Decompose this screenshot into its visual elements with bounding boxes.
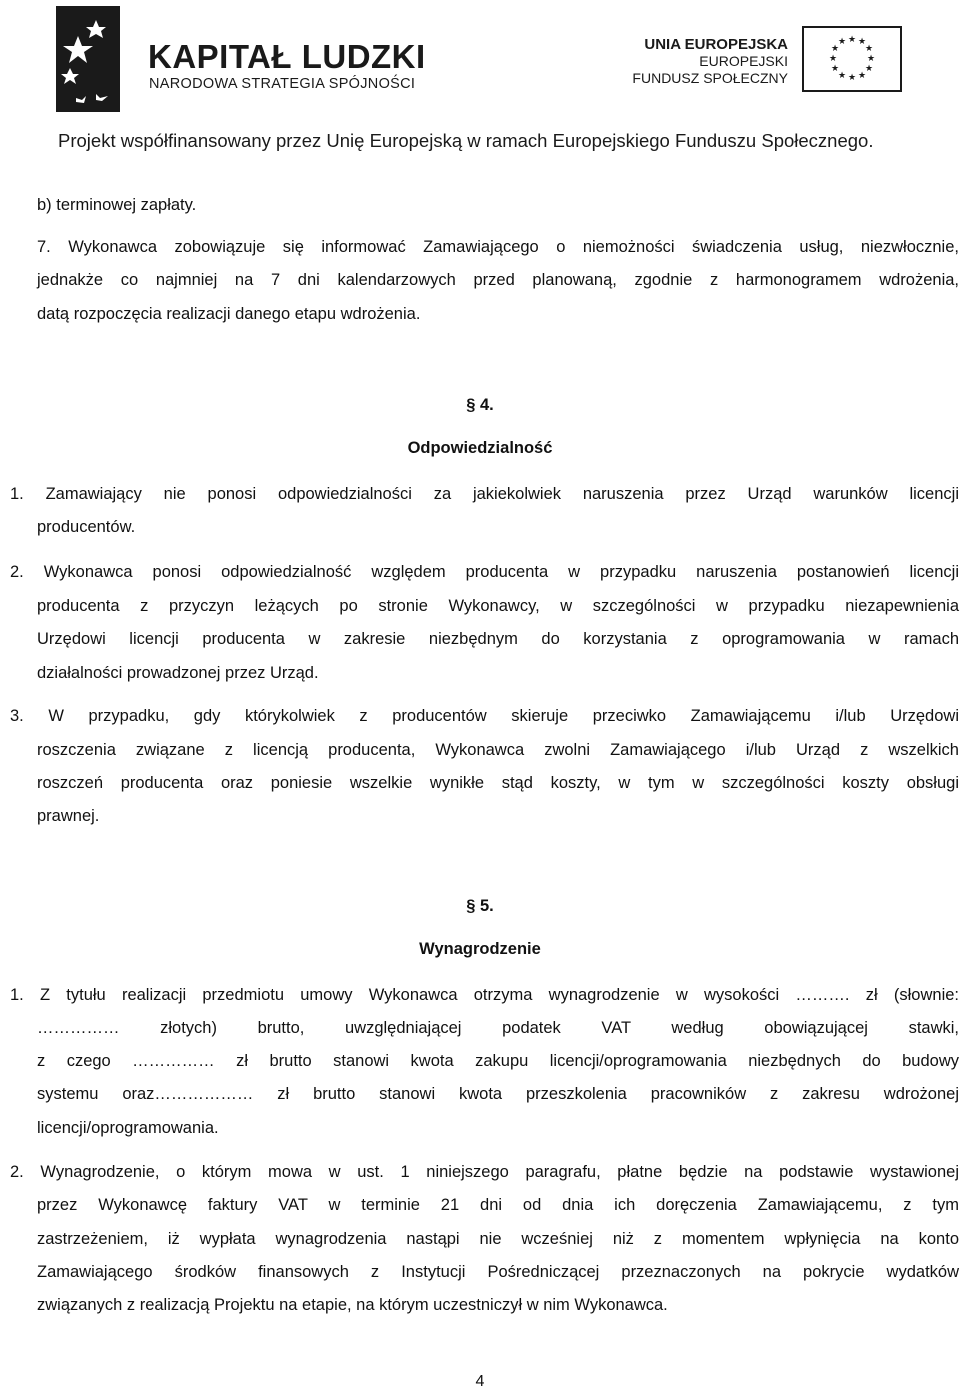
eu-text-block [632, 36, 788, 87]
sec4-p2-line-4: działalności prowadzonej przez Urząd. [37, 664, 319, 682]
section-4-number: § 4. [466, 396, 494, 414]
sec4-p3-line-1: 3. W przypadku, gdy którykolwiek z producentów skieruje przeciwko Zamawiającemu i/lub Urzędowi [10, 707, 959, 725]
sec5-p2-line-1: 2. Wynagrodzenie, o którym mowa w ust. 1 niniejszego paragrafu, płatne będzie na podstawie wystawionej [10, 1163, 959, 1181]
eu-line-3: FUNDUSZ SPOŁECZNY [632, 70, 788, 86]
eu-flag-icon [802, 26, 902, 92]
item-7-line-3: datą rozpoczęcia realizacji danego etapu wdrożenia. [37, 305, 421, 323]
sec4-p3-line-2: roszczenia związane z licencją producenta, Wykonawca zwolni Zamawiającego i/lub Urząd z wszelkich [37, 741, 959, 759]
sec5-p1-line-5: licencji/oprogramowania. [37, 1119, 219, 1137]
svg-text:★: ★ [866, 54, 876, 64]
item-7-line-1: 7. Wykonawca zobowiązuje się informować Zamawiającego o niemożności świadczenia usług, niezwłocznie, [37, 238, 959, 256]
svg-text:★: ★ [837, 71, 847, 81]
logo-title: KAPITAŁ LUDZKI [148, 38, 426, 75]
svg-text:★: ★ [864, 64, 874, 74]
kapital-ludzki-logo-icon [56, 6, 120, 112]
sec4-p2-line-2: producenta z przyczyn leżących po stronie Wykonawcy, w szczególności w przypadku niezapewnienia [37, 597, 959, 615]
svg-text:★: ★ [830, 64, 840, 74]
section-5-heading: Wynagrodzenie [419, 940, 541, 958]
page-number: 4 [475, 1373, 485, 1390]
svg-text:★: ★ [837, 37, 847, 47]
page-header [0, 0, 960, 160]
sec5-p1-line-4: systemu oraz……………… zł brutto stanowi kwota przeszkolenia pracowników z zakresu wdrożonej [37, 1085, 959, 1103]
logo-subtitle: NARODOWA STRATEGIA SPÓJNOŚCI [149, 76, 416, 92]
sec5-p2-line-5: związanych z realizacją Projektu na etapie, na którym uczestniczył w nim Wykonawca. [37, 1296, 668, 1314]
sec4-p2-line-3: Urzędowi licencji producenta w zakresie niezbędnym do korzystania z oprogramowania w ramach [37, 630, 959, 648]
svg-text:★: ★ [864, 44, 874, 54]
item-7-line-2: jednakże co najmniej na 7 dni kalendarzowych przed planowaną, zgodnie z harmonogramem wdrożenia, [37, 271, 959, 289]
svg-text:★: ★ [830, 44, 840, 54]
svg-text:★: ★ [847, 73, 857, 83]
svg-text:★: ★ [847, 35, 857, 45]
sec4-p1-line-2: producentów. [37, 518, 136, 536]
section-5-number: § 5. [466, 897, 494, 915]
sec4-p3-line-3: roszczeń producenta oraz poniesie wszelkie wynikłe stąd koszty, w tym w szczególności koszty obsługi [37, 774, 959, 792]
sec5-p1-line-2: …………… złotych) brutto, uwzględniającej podatek VAT według obowiązującej stawki, [37, 1019, 959, 1037]
sec5-p2-line-2: przez Wykonawcę faktury VAT w terminie 21 dni od dnia ich doręczenia Zamawiającemu, z tym [37, 1196, 959, 1214]
svg-text:★: ★ [828, 54, 838, 64]
svg-text:★: ★ [857, 37, 867, 47]
svg-text:★: ★ [857, 71, 867, 81]
sec5-p2-line-4: Zamawiającego środków finansowych z Instytucji Pośredniczącej przeznaczonych na pokrycie wydatków [37, 1263, 959, 1281]
item-b: b) terminowej zapłaty. [37, 196, 197, 214]
sec4-p2-line-1: 2. Wykonawca ponosi odpowiedzialność względem producenta w przypadku naruszenia postanowień licencji [10, 563, 959, 581]
section-4-heading: Odpowiedzialność [407, 439, 553, 457]
sec4-p1-line-1: 1. Zamawiający nie ponosi odpowiedzialności za jakiekolwiek naruszenia przez Urząd warunków licencji [10, 485, 959, 503]
eu-line-1: UNIA EUROPEJSKA [644, 36, 788, 53]
project-cofinancing-line: Projekt współfinansowany przez Unię Europejską w ramach Europejskiego Funduszu Społecznego. [58, 130, 874, 151]
sec5-p2-line-3: zastrzeżeniem, iż wypłata wynagrodzenia nastąpi nie wcześniej niż z momentem wpłynięcia na konto [37, 1230, 959, 1248]
sec4-p3-line-4: prawnej. [37, 807, 100, 825]
eu-line-2: EUROPEJSKI [699, 53, 788, 69]
sec5-p1-line-3: z czego …………… zł brutto stanowi kwota zakupu licencji/oprogramowania niezbędnych do budowy [37, 1052, 959, 1070]
sec5-p1-line-1: 1. Z tytułu realizacji przedmiotu umowy Wykonawca otrzyma wynagrodzenie w wysokości ………. zł (słownie: [10, 986, 959, 1004]
